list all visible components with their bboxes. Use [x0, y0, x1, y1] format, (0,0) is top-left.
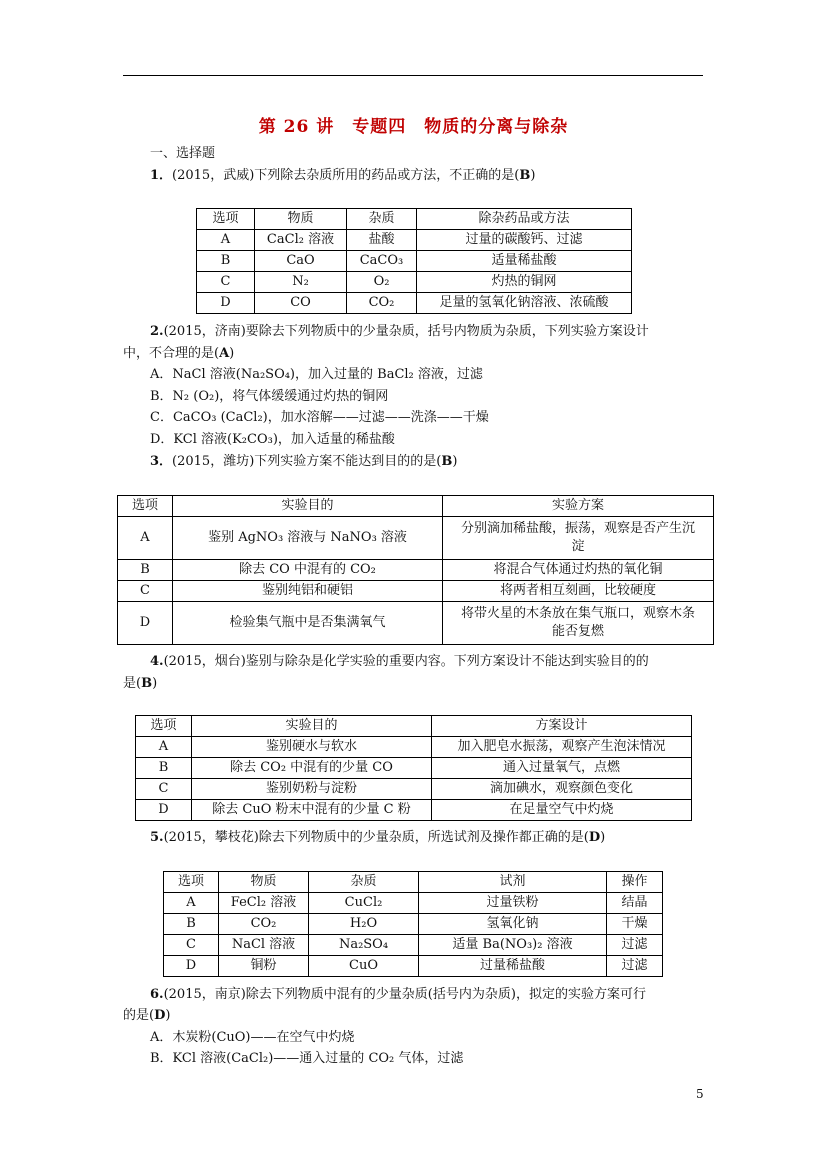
question-2-cont: 中，不合理的是(A) [123, 346, 235, 361]
table-row: B CO₂ H₂O 氢氧化钠 干燥 [164, 914, 663, 935]
header-rule [123, 75, 703, 76]
table-row: A 鉴别 AgNO₃ 溶液与 NaNO₃ 溶液 分别滴加稀盐酸，振荡，观察是否产生沉 淀 [118, 517, 714, 560]
header-cell: 杂质 [309, 872, 419, 893]
header-cell: 方案设计 [432, 716, 692, 737]
table-row: C 鉴别奶粉与淀粉 滴加碘水，观察颜色变化 [136, 779, 692, 800]
header-cell: 操作 [607, 872, 663, 893]
table-q4 [135, 715, 692, 821]
question-2: 2.(2015，济南)要除去下列物质中的少量杂质，括号内物质为杂质，下列实验方案设计 [150, 324, 649, 339]
page-number: 5 [696, 1087, 704, 1101]
table-header-row [164, 872, 663, 893]
table-q3 [117, 495, 714, 645]
page-title: 第 26 讲 专题四 物质的分离与除杂 [258, 117, 569, 137]
question-3: 3．(2015，潍坊)下列实验方案不能达到目的的是(B) [150, 454, 458, 469]
table-row: A FeCl₂ 溶液 CuCl₂ 过量铁粉 结晶 [164, 893, 663, 914]
option-b: B．KCl 溶液(CaCl₂)——通入过量的 CO₂ 气体，过滤 [150, 1051, 464, 1066]
question-6: 6.(2015，南京)除去下列物质中混有的少量杂质(括号内为杂质)，拟定的实验方案可行 [150, 987, 646, 1002]
table-row: D 检验集气瓶中是否集满氧气 将带火星的木条放在集气瓶口，观察木条 能否复燃 [118, 602, 714, 645]
header-cell: 实验目的 [192, 716, 432, 737]
header-cell: 选项 [136, 716, 192, 737]
table-row: C N₂ O₂ 灼热的铜网 [197, 272, 632, 293]
table-row: B CaO CaCO₃ 适量稀盐酸 [197, 251, 632, 272]
table-header-row [197, 209, 632, 230]
header-cell: 选项 [197, 209, 255, 230]
section-heading: 一、选择题 [150, 146, 216, 161]
table-q1 [196, 208, 632, 314]
question-6-cont: 的是(D) [123, 1008, 171, 1023]
question-1: 1．(2015，武威)下列除去杂质所用的药品或方法，不正确的是(B) [150, 168, 536, 183]
table-header-row [118, 496, 714, 517]
table-row: C 鉴别纯铝和硬铝 将两者相互刻画，比较硬度 [118, 581, 714, 602]
header-cell: 物质 [255, 209, 347, 230]
table-header-row [136, 716, 692, 737]
question-4: 4.(2015，烟台)鉴别与除杂是化学实验的重要内容。下列方案设计不能达到实验目的的 [150, 654, 649, 669]
header-cell: 物质 [219, 872, 309, 893]
table-row: B 除去 CO₂ 中混有的少量 CO 通入过量氧气，点燃 [136, 758, 692, 779]
header-cell: 除杂药品或方法 [417, 209, 632, 230]
table-row: C NaCl 溶液 Na₂SO₄ 适量 Ba(NO₃)₂ 溶液 过滤 [164, 935, 663, 956]
table-row: B 除去 CO 中混有的 CO₂ 将混合气体通过灼热的氧化铜 [118, 560, 714, 581]
header-cell: 选项 [118, 496, 173, 517]
table-row: A 鉴别硬水与软水 加入肥皂水振荡，观察产生泡沫情况 [136, 737, 692, 758]
table-row: D CO CO₂ 足量的氢氧化钠溶液、浓硫酸 [197, 293, 632, 314]
option-c: C．CaCO₃ (CaCl₂)，加水溶解——过滤——洗涤——干燥 [150, 410, 489, 425]
option-d: D．KCl 溶液(K₂CO₃)，加入适量的稀盐酸 [150, 432, 395, 447]
option-b: B．N₂ (O₂)，将气体缓缓通过灼热的铜网 [150, 389, 389, 404]
table-q5 [163, 871, 663, 977]
table-row: D 铜粉 CuO 过量稀盐酸 过滤 [164, 956, 663, 977]
header-cell: 试剂 [419, 872, 607, 893]
header-cell: 杂质 [347, 209, 417, 230]
option-a: A．NaCl 溶液(Na₂SO₄)，加入过量的 BaCl₂ 溶液，过滤 [150, 367, 483, 382]
header-cell: 实验目的 [173, 496, 443, 517]
header-cell: 实验方案 [443, 496, 714, 517]
table-row: A CaCl₂ 溶液 盐酸 过量的碳酸钙、过滤 [197, 230, 632, 251]
header-cell: 选项 [164, 872, 219, 893]
option-a: A．木炭粉(CuO)——在空气中灼烧 [150, 1030, 355, 1045]
table-row: D 除去 CuO 粉末中混有的少量 C 粉 在足量空气中灼烧 [136, 800, 692, 821]
question-5: 5.(2015，攀枝花)除去下列物质中的少量杂质，所选试剂及操作都正确的是(D) [150, 830, 606, 845]
question-4-cont: 是(B) [123, 676, 158, 691]
